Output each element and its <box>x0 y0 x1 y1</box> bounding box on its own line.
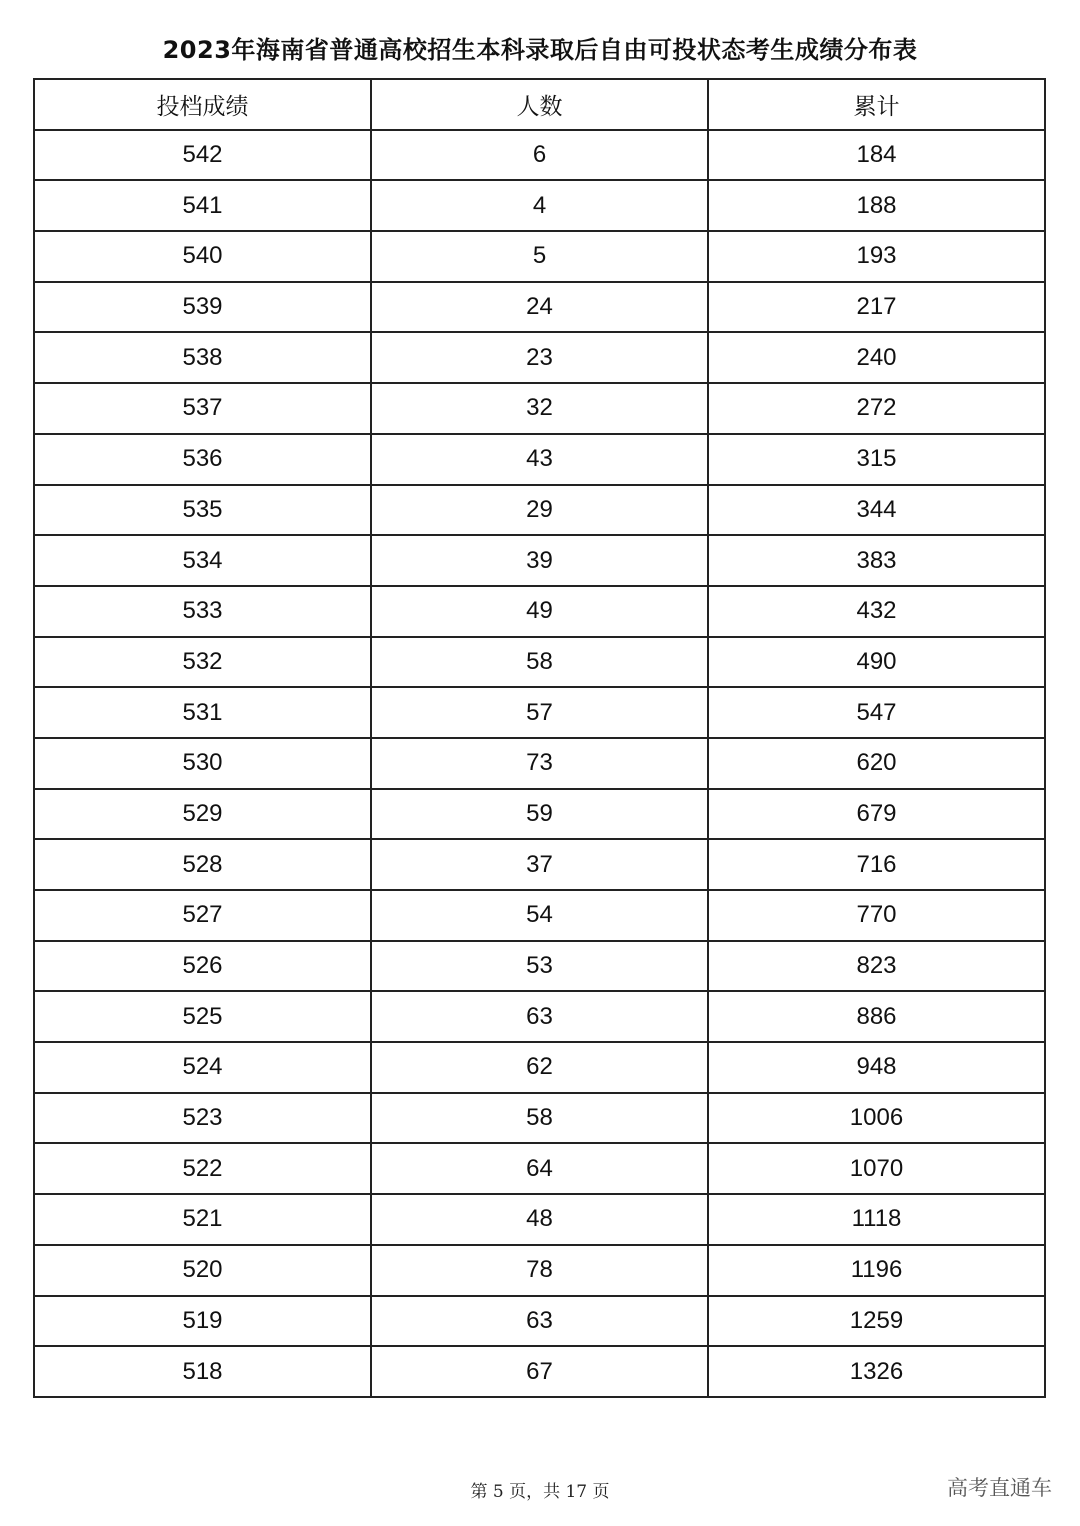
table-row <box>34 1194 1045 1245</box>
table-row <box>34 383 1045 434</box>
cell-count: 37 <box>371 839 708 890</box>
cell-count: 63 <box>371 991 708 1042</box>
table-row <box>34 180 1045 231</box>
cell-cumulative: 1259 <box>708 1296 1045 1347</box>
cell-cumulative: 547 <box>708 687 1045 738</box>
cell-cumulative: 1118 <box>708 1194 1045 1245</box>
cell-score: 524 <box>34 1042 371 1093</box>
cell-cumulative: 217 <box>708 282 1045 333</box>
table-row <box>34 130 1045 181</box>
cell-score: 525 <box>34 991 371 1042</box>
cell-score: 520 <box>34 1245 371 1296</box>
cell-score: 521 <box>34 1194 371 1245</box>
cell-count: 54 <box>371 890 708 941</box>
table-row <box>34 282 1045 333</box>
table-row <box>34 1296 1045 1347</box>
cell-score: 541 <box>34 180 371 231</box>
cell-count: 32 <box>371 383 708 434</box>
cell-count: 6 <box>371 130 708 181</box>
cell-cumulative: 432 <box>708 586 1045 637</box>
cell-score: 534 <box>34 535 371 586</box>
watermark-label: 高考直通车 <box>947 1476 1052 1500</box>
cell-count: 67 <box>371 1346 708 1397</box>
cell-count: 64 <box>371 1143 708 1194</box>
table-row <box>34 991 1045 1042</box>
table-row <box>34 434 1045 485</box>
cell-count: 49 <box>371 586 708 637</box>
cell-score: 542 <box>34 130 371 181</box>
cell-count: 63 <box>371 1296 708 1347</box>
cell-cumulative: 679 <box>708 789 1045 840</box>
cell-cumulative: 188 <box>708 180 1045 231</box>
cell-count: 59 <box>371 789 708 840</box>
header-count: 人数 <box>371 79 708 130</box>
cell-score: 527 <box>34 890 371 941</box>
header-score: 投档成绩 <box>34 79 371 130</box>
header-cumulative: 累计 <box>708 79 1045 130</box>
cell-count: 39 <box>371 535 708 586</box>
cell-score: 531 <box>34 687 371 738</box>
cell-score: 518 <box>34 1346 371 1397</box>
table-row <box>34 738 1045 789</box>
table-row <box>34 789 1045 840</box>
cell-cumulative: 383 <box>708 535 1045 586</box>
cell-score: 522 <box>34 1143 371 1194</box>
cell-count: 4 <box>371 180 708 231</box>
cell-score: 540 <box>34 231 371 282</box>
cell-score: 526 <box>34 941 371 992</box>
cell-cumulative: 184 <box>708 130 1045 181</box>
cell-cumulative: 620 <box>708 738 1045 789</box>
cell-cumulative: 716 <box>708 839 1045 890</box>
cell-count: 23 <box>371 332 708 383</box>
cell-cumulative: 1006 <box>708 1093 1045 1144</box>
cell-cumulative: 823 <box>708 941 1045 992</box>
cell-count: 78 <box>371 1245 708 1296</box>
table-row <box>34 637 1045 688</box>
table-row <box>34 890 1045 941</box>
score-distribution-table <box>33 78 1046 1398</box>
cell-score: 533 <box>34 586 371 637</box>
cell-score: 523 <box>34 1093 371 1144</box>
cell-cumulative: 1326 <box>708 1346 1045 1397</box>
cell-cumulative: 315 <box>708 434 1045 485</box>
table-body <box>34 130 1045 1397</box>
table-row <box>34 1143 1045 1194</box>
table-row <box>34 1042 1045 1093</box>
cell-cumulative: 272 <box>708 383 1045 434</box>
table-row <box>34 1093 1045 1144</box>
cell-cumulative: 1070 <box>708 1143 1045 1194</box>
cell-count: 57 <box>371 687 708 738</box>
cell-score: 529 <box>34 789 371 840</box>
table-row <box>34 485 1045 536</box>
page-number: 第 5 页，共 17 页 <box>470 1482 610 1502</box>
document-title: 2023年海南省普通高校招生本科录取后自由可投状态考生成绩分布表 <box>162 36 918 64</box>
table-row <box>34 1346 1045 1397</box>
cell-count: 73 <box>371 738 708 789</box>
header-row <box>34 79 1045 130</box>
cell-score: 535 <box>34 485 371 536</box>
table-row <box>34 687 1045 738</box>
table-row <box>34 586 1045 637</box>
cell-count: 24 <box>371 282 708 333</box>
cell-score: 528 <box>34 839 371 890</box>
cell-score: 539 <box>34 282 371 333</box>
table-row <box>34 839 1045 890</box>
cell-cumulative: 948 <box>708 1042 1045 1093</box>
cell-score: 530 <box>34 738 371 789</box>
cell-cumulative: 344 <box>708 485 1045 536</box>
cell-count: 5 <box>371 231 708 282</box>
cell-score: 537 <box>34 383 371 434</box>
cell-count: 62 <box>371 1042 708 1093</box>
cell-score: 519 <box>34 1296 371 1347</box>
cell-count: 48 <box>371 1194 708 1245</box>
table-row <box>34 231 1045 282</box>
cell-count: 58 <box>371 1093 708 1144</box>
cell-cumulative: 240 <box>708 332 1045 383</box>
cell-score: 532 <box>34 637 371 688</box>
cell-score: 538 <box>34 332 371 383</box>
cell-cumulative: 490 <box>708 637 1045 688</box>
cell-count: 58 <box>371 637 708 688</box>
table-row <box>34 535 1045 586</box>
cell-count: 29 <box>371 485 708 536</box>
cell-cumulative: 770 <box>708 890 1045 941</box>
table-row <box>34 332 1045 383</box>
cell-cumulative: 193 <box>708 231 1045 282</box>
cell-score: 536 <box>34 434 371 485</box>
table-row <box>34 1245 1045 1296</box>
cell-count: 53 <box>371 941 708 992</box>
cell-count: 43 <box>371 434 708 485</box>
cell-cumulative: 1196 <box>708 1245 1045 1296</box>
table-header <box>34 79 1045 130</box>
table-row <box>34 941 1045 992</box>
cell-cumulative: 886 <box>708 991 1045 1042</box>
